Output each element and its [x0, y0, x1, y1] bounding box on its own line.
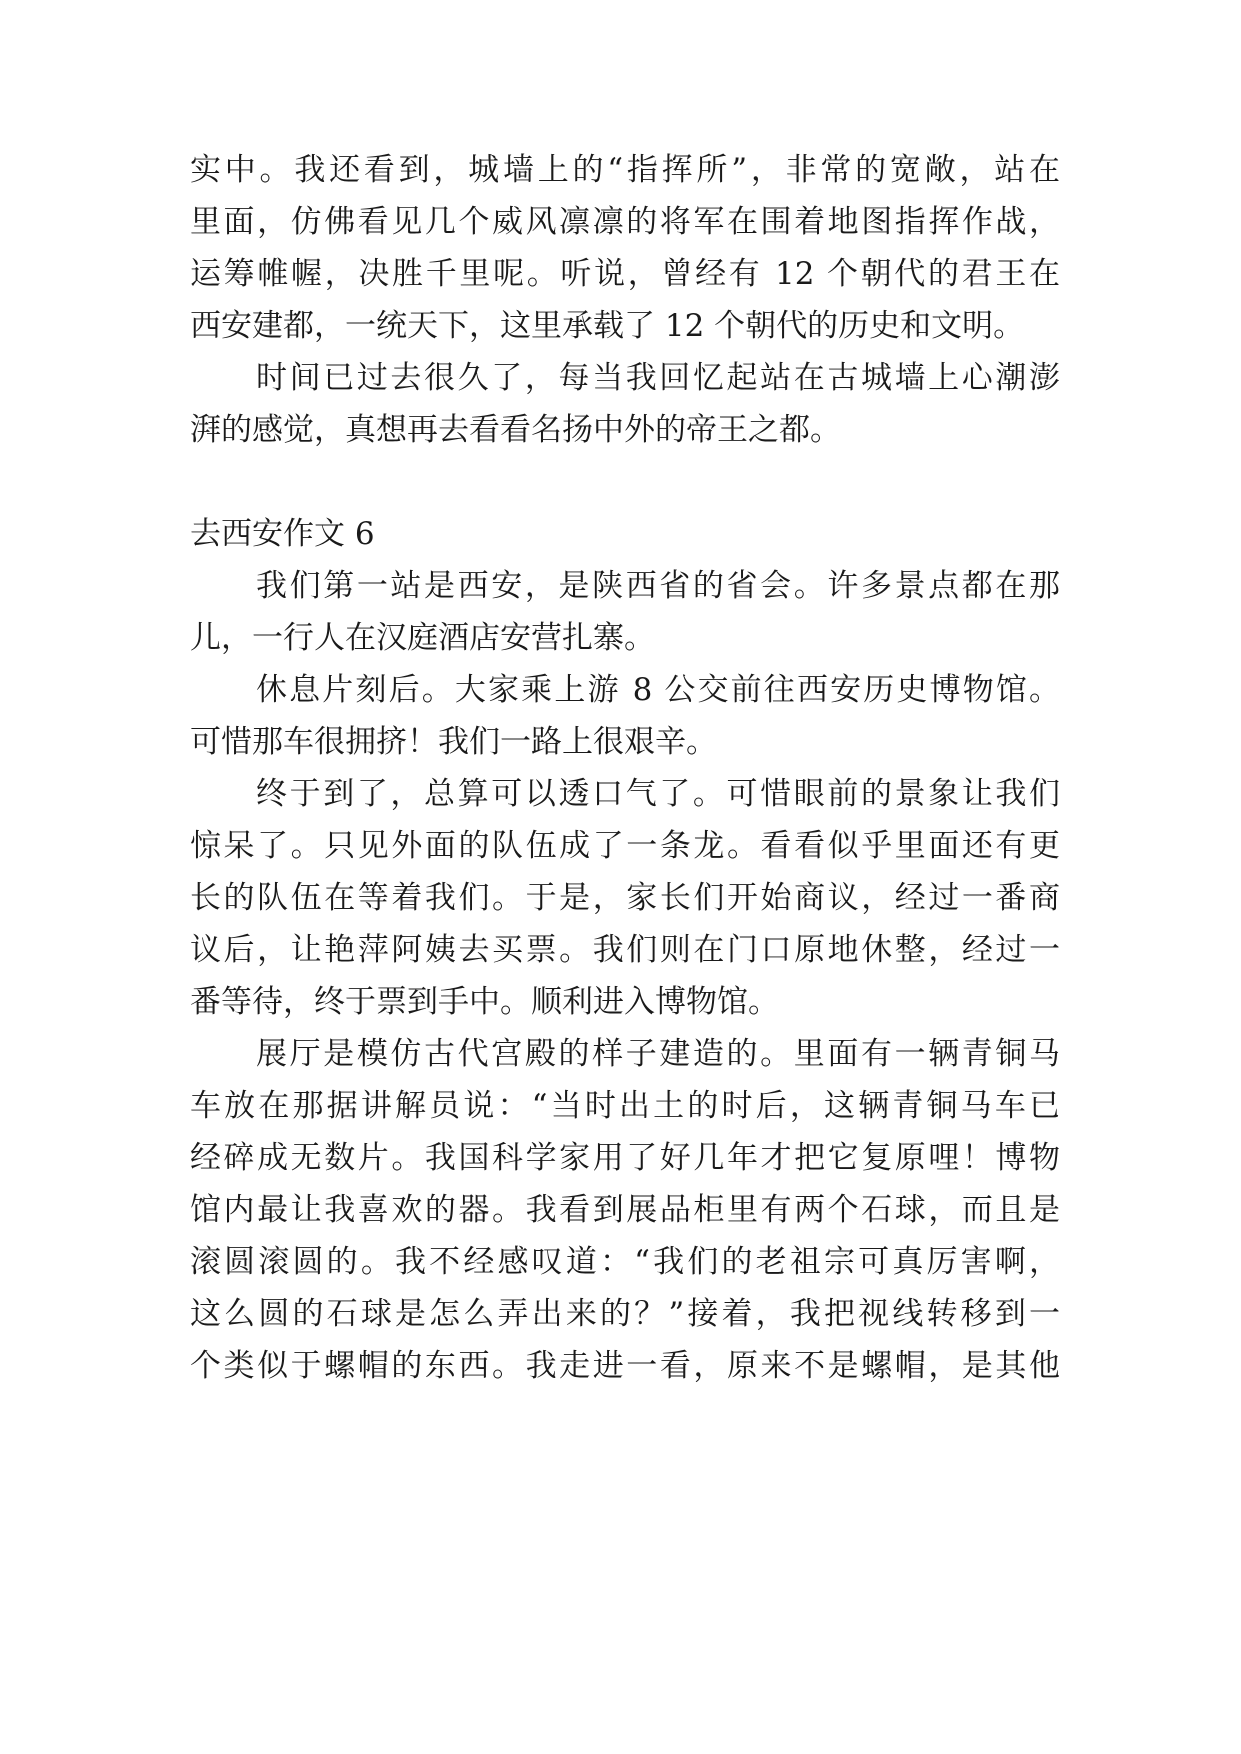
text-line: 长的队伍在等着我们。于是，家长们开始商议，经过一番商: [190, 880, 1060, 916]
text-line: 这么圆的石球是怎么弄出来的？”接着，我把视线转移到一: [190, 1296, 1060, 1332]
text-line: 实中。我还看到，城墙上的“指挥所”，非常的宽敞，站在: [190, 152, 1060, 188]
text-line: 运筹帷幄，决胜千里呢。听说，曾经有 12 个朝代的君王在: [190, 256, 1060, 292]
text-line: 儿，一行人在汉庭酒店安营扎寨。: [190, 620, 655, 656]
text-line: 经碎成无数片。我国科学家用了好几年才把它复原哩！博物: [190, 1140, 1060, 1176]
paragraph-start-line: 我们第一站是西安，是陕西省的省会。许多景点都在那: [256, 568, 1060, 604]
text-line: 滚圆滚圆的。我不经感叹道：“我们的老祖宗可真厉害啊，: [190, 1244, 1060, 1280]
text-line: 个类似于螺帽的东西。我走进一看，原来不是螺帽，是其他: [190, 1348, 1060, 1384]
text-line: 西安建都，一统天下，这里承载了 12 个朝代的历史和文明。: [190, 308, 1025, 344]
text-line: 车放在那据讲解员说：“当时出土的时后，这辆青铜马车已: [190, 1088, 1060, 1124]
paragraph-start-line: 展厅是模仿古代宫殿的样子建造的。里面有一辆青铜马: [256, 1036, 1060, 1072]
text-line: 议后，让艳萍阿姨去买票。我们则在门口原地休整，经过一: [190, 932, 1060, 968]
text-line: 番等待，终于票到手中。顺利进入博物馆。: [190, 984, 779, 1020]
text-line: 可惜那车很拥挤！我们一路上很艰辛。: [190, 724, 717, 760]
paragraph-start-line: 时间已过去很久了，每当我回忆起站在古城墙上心潮澎: [256, 360, 1060, 396]
paragraph-start-line: 终于到了，总算可以透口气了。可惜眼前的景象让我们: [256, 776, 1060, 812]
text-line: 里面，仿佛看见几个威风凛凛的将军在围着地图指挥作战，: [190, 204, 1060, 240]
section-heading: 去西安作文 6: [190, 516, 375, 552]
text-line: 馆内最让我喜欢的器。我看到展品柜里有两个石球，而且是: [190, 1192, 1060, 1228]
text-line: 湃的感觉，真想再去看看名扬中外的帝王之都。: [190, 412, 841, 448]
text-line: 惊呆了。只见外面的队伍成了一条龙。看看似乎里面还有更: [190, 828, 1060, 864]
paragraph-start-line: 休息片刻后。大家乘上游 8 公交前往西安历史博物馆。: [256, 672, 1060, 708]
